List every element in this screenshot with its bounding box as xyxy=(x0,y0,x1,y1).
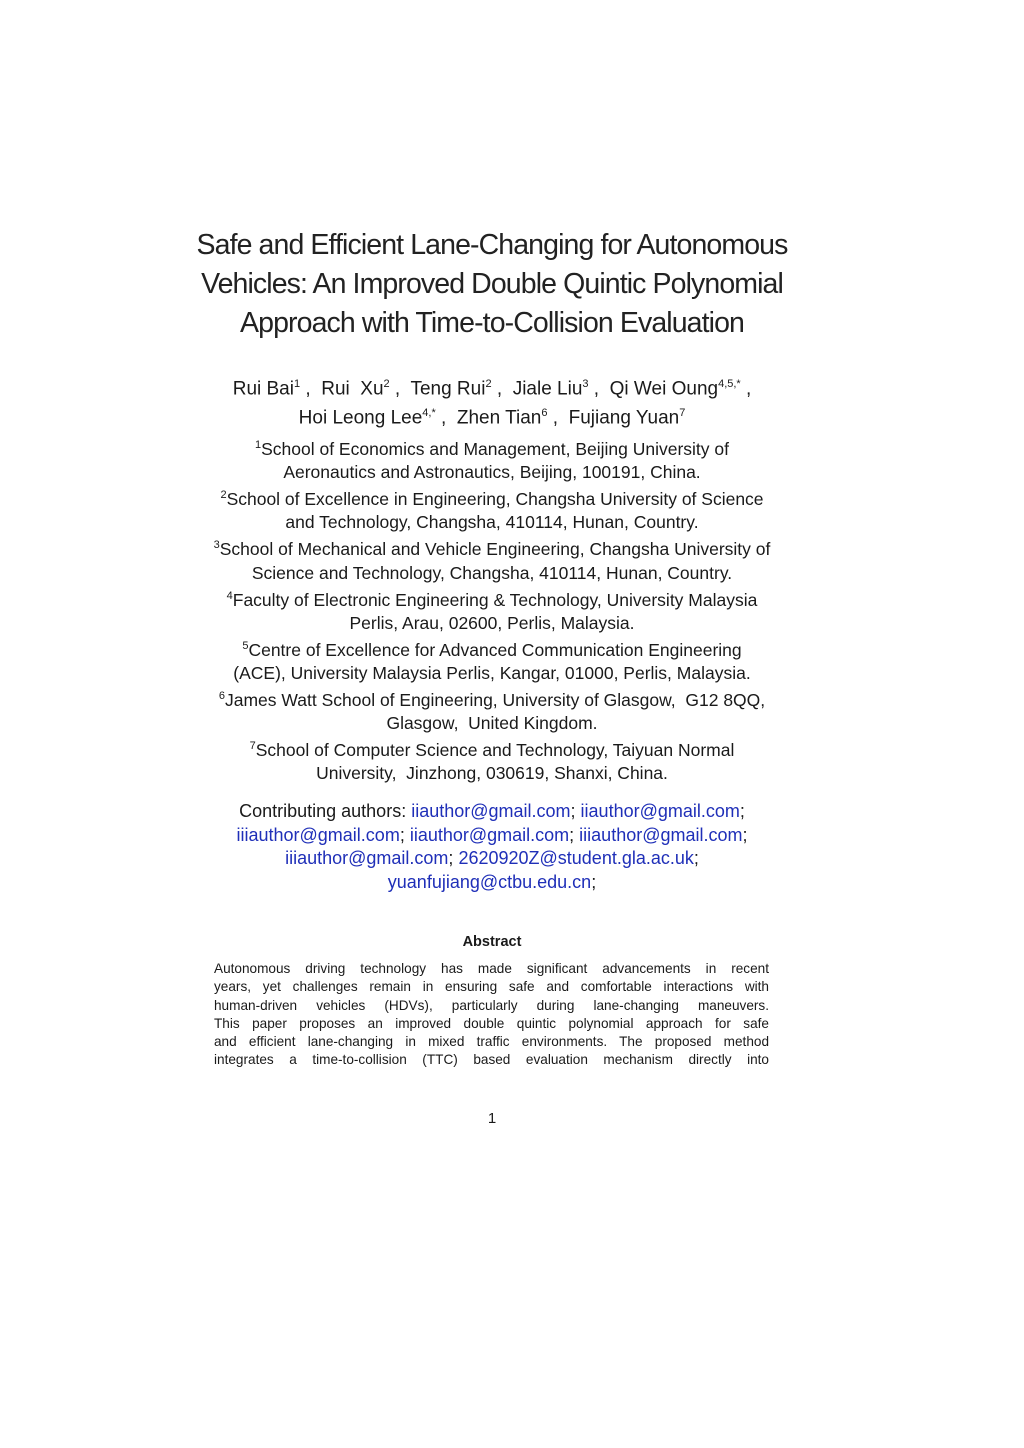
email-separator: ; xyxy=(569,824,580,845)
affiliation-line: Science and Technology, Changsha, 410114, Hunan, Country. xyxy=(251,562,733,583)
author-name: Hoi Leong Lee xyxy=(298,407,423,429)
affiliation-list xyxy=(170,434,814,786)
author-separator: , xyxy=(389,378,411,400)
author-affiliation-mark: 4,* xyxy=(422,407,436,420)
author-line xyxy=(150,401,834,430)
affiliation-number: 6 xyxy=(218,690,225,703)
email-separator: ; xyxy=(399,824,410,845)
author-affiliation-mark: 2 xyxy=(485,378,492,390)
author-separator: , xyxy=(588,378,610,400)
affiliation-4 xyxy=(170,585,814,612)
author-list xyxy=(150,372,834,431)
author-name: Zhen Tian xyxy=(456,407,542,429)
affiliation-5 xyxy=(170,635,814,662)
author-separator: , xyxy=(491,378,513,400)
page-number: 1 xyxy=(487,1110,497,1127)
contrib-line xyxy=(150,847,834,871)
abstract-line: years, yet challenges remain in ensuring safe and comfortable interactions with xyxy=(214,979,769,995)
abstract-line: This paper proposes an improved double quintic polynomial approach for safe xyxy=(214,1015,769,1031)
email-separator: ; xyxy=(739,801,745,821)
author-affiliation-mark: 6 xyxy=(541,407,548,420)
affiliation-1 xyxy=(170,434,814,461)
affiliation-number: 1 xyxy=(254,439,262,451)
affiliation-line: School of Mechanical and Vehicle Engineering, Changsha University of xyxy=(219,539,771,560)
paper-title xyxy=(150,226,834,343)
email-link[interactable]: iiauthor@gmail.com xyxy=(580,801,740,821)
affiliation-number: 3 xyxy=(213,539,220,552)
contrib-line xyxy=(150,871,834,895)
email-separator: ; xyxy=(570,801,581,821)
contrib-line xyxy=(150,800,834,824)
email-separator: ; xyxy=(448,848,459,868)
affiliation-line: School of Computer Science and Technology, Taiyuan Normal xyxy=(255,740,735,761)
author-affiliation-mark: 1 xyxy=(293,378,301,390)
affiliation-7 xyxy=(170,735,814,762)
contrib-line xyxy=(150,824,834,848)
email-link[interactable]: yuanfujiang@ctbu.edu.cn xyxy=(387,871,592,892)
abstract-line: Autonomous driving technology has made significant advancements in recent xyxy=(214,961,769,976)
author-name: Qi Wei Oung xyxy=(609,378,719,400)
affiliation-line: School of Excellence in Engineering, Changsha University of Science xyxy=(226,489,764,510)
abstract-heading: Abstract xyxy=(462,934,522,950)
abstract-line: and efficient lane-changing in mixed traffic environments. The proposed method xyxy=(214,1034,769,1050)
affiliation-line: Faculty of Electronic Engineering & Technology, University Malaysia xyxy=(232,589,758,610)
affiliation-line: James Watt School of Engineering, University of Glasgow, G12 8QQ, xyxy=(224,690,766,710)
author-line xyxy=(150,372,834,401)
email-link[interactable]: iiiauthor@gmail.com xyxy=(236,824,400,845)
email-link[interactable]: 2620920Z@student.gla.ac.uk xyxy=(458,848,694,868)
email-separator: ; xyxy=(742,824,748,845)
author-separator: , xyxy=(300,378,322,400)
author-name: Rui Xu xyxy=(321,378,384,400)
email-link[interactable]: iiauthor@gmail.com xyxy=(411,801,571,821)
affiliation-line: (ACE), University Malaysia Perlis, Kangar, 01000, Perlis, Malaysia. xyxy=(233,662,751,683)
affiliation-line: Glasgow, United Kingdom. xyxy=(386,713,598,734)
author-affiliation-mark: 7 xyxy=(679,407,686,420)
affiliation-2 xyxy=(170,484,814,511)
abstract-line: integrates a time-to-collision (TTC) based evaluation mechanism directly into xyxy=(214,1052,769,1068)
affiliation-line: University, Jinzhong, 030619, Shanxi, China. xyxy=(316,763,668,784)
title-line: Safe and Efficient Lane-Changing for Autonomous xyxy=(196,229,788,261)
author-separator: , xyxy=(547,407,569,429)
affiliation-6 xyxy=(170,685,814,712)
email-separator: ; xyxy=(693,848,699,868)
affiliation-number: 7 xyxy=(249,740,256,753)
author-name: Rui Bai xyxy=(232,378,294,400)
author-name: Fujiang Yuan xyxy=(568,407,680,429)
affiliation-line: Centre of Excellence for Advanced Communication Engineering xyxy=(248,639,742,660)
contrib-label: Contributing authors: xyxy=(239,801,412,821)
title-line: Approach with Time-to-Collision Evaluation xyxy=(240,307,744,339)
affiliation-line: and Technology, Changsha, 410114, Hunan, Country. xyxy=(285,512,699,533)
author-affiliation-mark: 3 xyxy=(582,378,589,390)
email-separator: ; xyxy=(591,871,597,892)
email-link[interactable]: iiiauthor@gmail.com xyxy=(285,848,449,868)
author-name: Teng Rui xyxy=(410,378,486,400)
author-affiliation-mark: 2 xyxy=(383,378,390,390)
contributing-authors xyxy=(150,800,834,894)
email-link[interactable]: iiiauthor@gmail.com xyxy=(579,824,743,845)
affiliation-line: School of Economics and Management, Beijing University of xyxy=(261,438,729,459)
abstract-body xyxy=(214,960,769,1070)
author-separator: , xyxy=(435,407,457,429)
affiliation-line: Aeronautics and Astronautics, Beijing, 100191, China. xyxy=(283,462,701,483)
title-line: Vehicles: An Improved Double Quintic Polynomial xyxy=(201,268,783,300)
email-link[interactable]: iiauthor@gmail.com xyxy=(409,824,570,845)
abstract-line: human-driven vehicles (HDVs), particularly during lane-changing maneuvers. xyxy=(214,997,769,1013)
affiliation-3 xyxy=(170,534,814,561)
author-name: Jiale Liu xyxy=(512,378,583,400)
affiliation-number: 5 xyxy=(242,639,249,652)
author-separator: , xyxy=(740,378,752,400)
author-affiliation-mark: 4,5,* xyxy=(718,378,741,390)
affiliation-line: Perlis, Arau, 02600, Perlis, Malaysia. xyxy=(349,612,635,633)
affiliation-number: 2 xyxy=(220,489,227,502)
affiliation-number: 4 xyxy=(226,589,233,602)
